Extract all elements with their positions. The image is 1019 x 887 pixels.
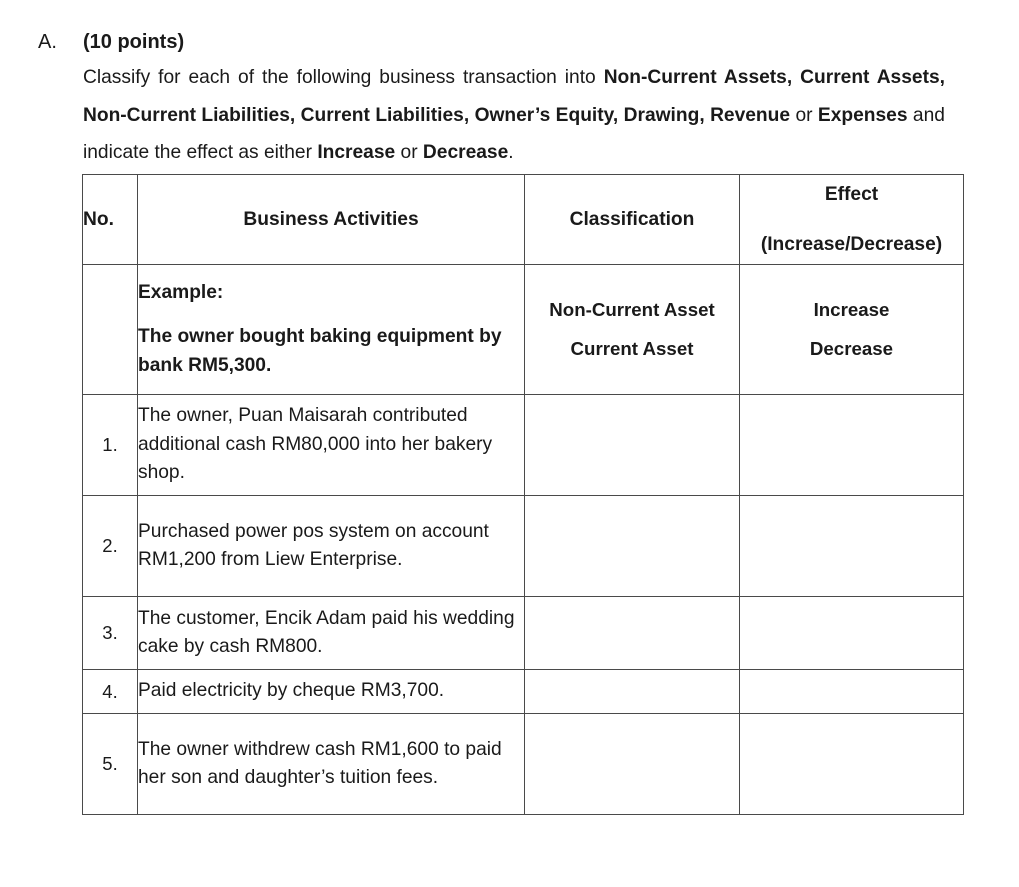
example-effect-2: Decrease [809, 338, 894, 359]
question-label: A. [38, 31, 57, 53]
effect-decrease: Decrease [422, 142, 509, 163]
table-row [83, 395, 964, 496]
row-classification-answer[interactable] [525, 714, 740, 815]
example-classification-cell [525, 265, 740, 395]
row-effect-answer[interactable] [740, 496, 964, 597]
instruction-or-1: or [790, 104, 818, 126]
row-number: 2. [83, 496, 138, 597]
row-number: 1. [83, 395, 138, 496]
category-drawing: Drawing, [623, 104, 705, 126]
category-revenue: Revenue [710, 104, 791, 126]
row-effect-answer[interactable] [740, 597, 964, 670]
table-row [83, 597, 964, 670]
instruction-intro: Classify for each of the following business transaction into [83, 67, 604, 88]
example-effect-1: Increase [813, 299, 890, 320]
header-effect [740, 175, 964, 265]
row-activity: The owner withdrew cash RM1,600 to paid her son and daughter’s tuition fees. [138, 714, 525, 815]
row-effect-answer[interactable] [740, 670, 964, 714]
row-effect-answer[interactable] [740, 714, 964, 815]
instruction-end: . [508, 142, 514, 163]
category-owners-equity: Owner’s Equity, [474, 104, 619, 126]
header-effect-subtitle: (Increase/Decrease) [760, 233, 943, 255]
header-row [83, 175, 964, 265]
header-no: No. [83, 175, 138, 265]
example-title: Example: [138, 282, 224, 304]
row-activity: The owner, Puan Maisarah contributed additional cash RM80,000 into her bakery shop. [138, 395, 525, 496]
transaction-table [82, 174, 964, 815]
row-classification-answer[interactable] [525, 670, 740, 714]
row-classification-answer[interactable] [525, 597, 740, 670]
table-row [83, 714, 964, 815]
category-current-assets: Current Assets, [800, 67, 945, 88]
question-points: (10 points) [83, 31, 185, 53]
header-effect-title: Effect [824, 183, 879, 205]
row-number: 3. [83, 597, 138, 670]
row-effect-answer[interactable] [740, 395, 964, 496]
header-classification: Classification [525, 175, 740, 265]
row-classification-answer[interactable] [525, 496, 740, 597]
row-number: 5. [83, 714, 138, 815]
row-classification-answer[interactable] [525, 395, 740, 496]
question-instructions [83, 59, 945, 172]
row-activity: Paid electricity by cheque RM3,700. [138, 670, 525, 714]
category-non-current-liabilities: Non-Current Liabilities, [83, 104, 296, 126]
example-row [83, 265, 964, 395]
row-activity: Purchased power pos system on account RM1,200 from Liew Enterprise. [138, 496, 525, 597]
header-business-activities: Business Activities [138, 175, 525, 265]
row-activity: The customer, Encik Adam paid his wedding cake by cash RM800. [138, 597, 525, 670]
example-activity-cell [138, 265, 525, 395]
category-expenses: Expenses [817, 104, 908, 126]
example-effect-cell [740, 265, 964, 395]
instruction-or-2: or [395, 142, 423, 163]
table-row [83, 496, 964, 597]
category-non-current-assets: Non-Current Assets, [603, 67, 793, 88]
example-classification-1: Non-Current Asset [549, 299, 715, 320]
example-no-cell [83, 265, 138, 395]
effect-increase: Increase [317, 142, 396, 163]
example-classification-2: Current Asset [570, 338, 694, 359]
instruction-mid: and indicate the effect as either [83, 104, 945, 163]
row-number: 4. [83, 670, 138, 714]
table-row [83, 670, 964, 714]
category-current-liabilities: Current Liabilities, [300, 104, 470, 126]
example-text: The owner bought baking equipment by bank RM5,300. [138, 325, 502, 376]
